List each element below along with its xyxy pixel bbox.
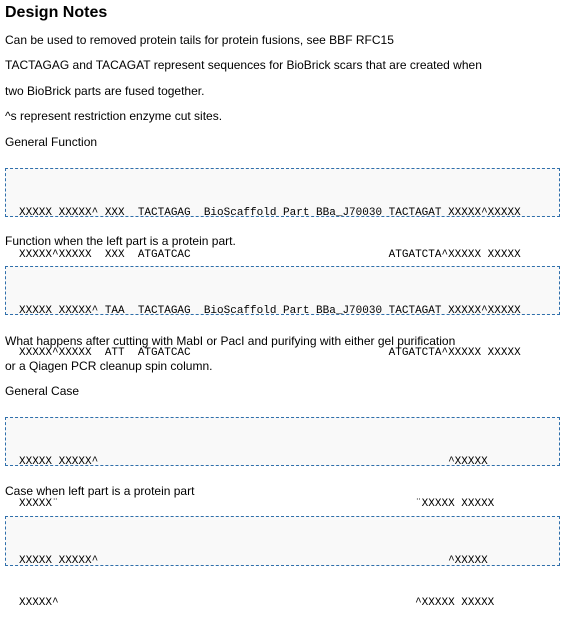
code-line: XXXXX^ ^XXXXX XXXXX [19, 597, 495, 609]
code-line: XXXXX¨ ¨XXXXX XXXXX [19, 498, 495, 510]
paragraph-protein-function: Function when the left part is a protein part. [5, 234, 236, 248]
code-line: XXXXX XXXXX^ ^XXXXX [19, 555, 488, 567]
code-line: XXXXX XXXXX^ XXX TACTAGAG BioScaffold Part BBa_J70030 TACTAGAT XXXXX^XXXXX [19, 207, 521, 219]
paragraph-rfc15: Can be used to removed protein tails for protein fusions, see BBF RFC15 [5, 33, 394, 47]
code-line: XXXXX^XXXXX ATT ATGATCAC ATGATCTA^XXXXX XXXXX [19, 347, 521, 359]
paragraph-fused-parts: two BioBrick parts are fused together. [5, 84, 205, 98]
code-line: XXXXX XXXXX^ TAA TACTAGAG BioScaffold Part BBa_J70030 TACTAGAT XXXXX^XXXXX [19, 305, 521, 317]
paragraph-general-function: General Function [5, 135, 98, 149]
paragraph-scar-sequences: TACTAGAG and TACAGAT represent sequences for BioBrick scars that are created when [5, 58, 482, 72]
paragraph-general-case: General Case [5, 384, 80, 398]
code-block-protein-case [5, 516, 560, 609]
paragraph-cutting-purifying: What happens after cutting with MabI or PacI and purifying with either gel purification [5, 334, 456, 348]
paragraph-qiagen: or a Qiagen PCR cleanup spin column. [5, 359, 213, 373]
code-line: XXXXX XXXXX^ ^XXXXX [19, 456, 488, 468]
paragraph-protein-case: Case when left part is a protein part [5, 484, 195, 498]
code-line: XXXXX^XXXXX XXX ATGATCAC ATGATCTA^XXXXX XXXXX [19, 249, 521, 261]
paragraph-cut-sites: ^s represent restriction enzyme cut sites. [5, 109, 223, 123]
section-heading: Design Notes [5, 4, 108, 21]
